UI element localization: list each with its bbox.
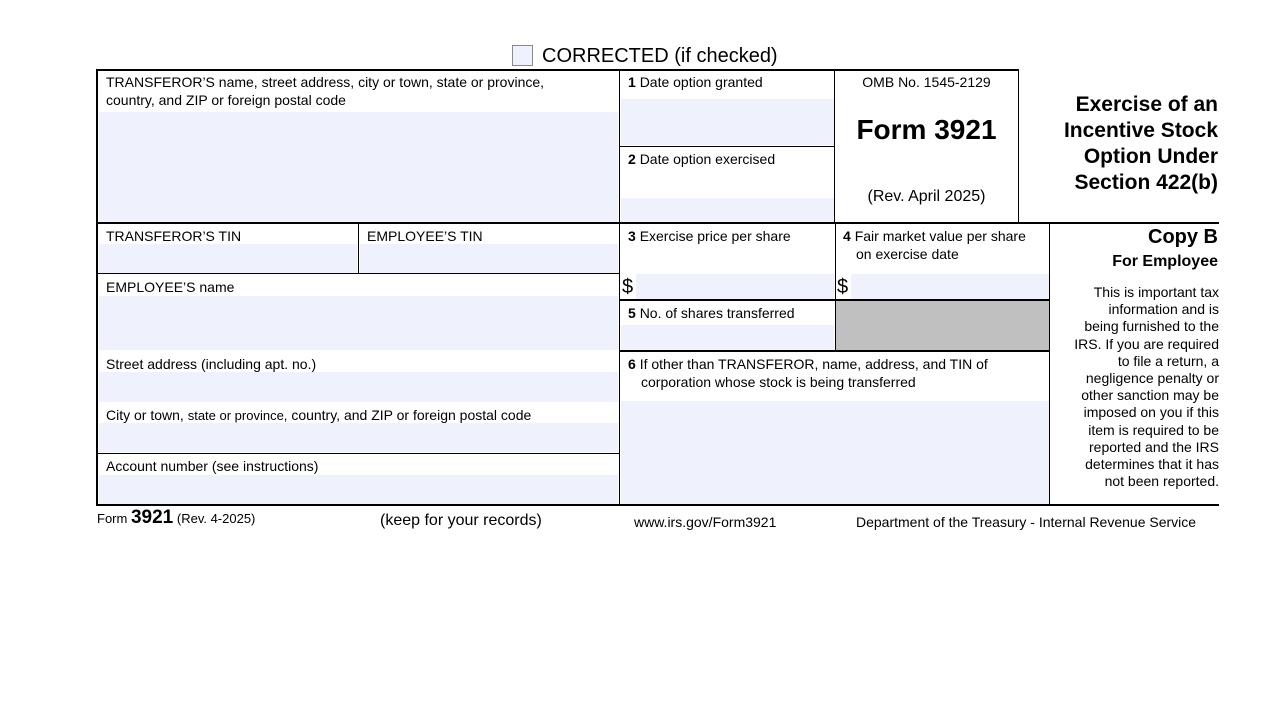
form-title: Form 3921 — [856, 114, 997, 145]
transferor-label-cont: country, and ZIP or foreign postal code — [106, 92, 346, 108]
transferor-tin-input[interactable] — [99, 244, 357, 273]
box5-label: 5 No. of shares transferred — [628, 305, 795, 321]
box6-corporation-info-input[interactable] — [621, 401, 1049, 504]
street-address-input[interactable] — [99, 372, 618, 402]
box1-date-granted-input[interactable] — [621, 99, 834, 145]
footer-agency: Department of the Treasury - Internal Revenue Service — [856, 514, 1197, 530]
box3-label: 3 Exercise price per share — [628, 228, 791, 244]
box1-label: 1 Date option granted — [628, 74, 763, 90]
box3-dollar-sign: $ — [622, 276, 634, 298]
box2-date-exercised-input[interactable] — [621, 198, 834, 222]
account-number-label: Account number (see instructions) — [106, 458, 319, 474]
omb-number: OMB No. 1545-2129 — [862, 74, 991, 90]
form-border — [96, 69, 1019, 71]
copy-notice: This is important tax information and is being furnished to the IRS. If you are required to file a return, a negligence penalty or other sanction may be imposed on you if this item is required to be reported and the IRS determines that it has not been reported. — [1074, 284, 1219, 490]
box4-dollar-sign: $ — [837, 276, 849, 298]
street-address-label: Street address (including apt. no.) — [106, 356, 317, 372]
box6-label: 6 If other than TRANSFEROR, name, address, and TIN of — [628, 356, 988, 372]
transferor-tin-label: TRANSFEROR’S TIN — [106, 228, 242, 244]
footer-url[interactable]: www.irs.gov/Form3921 — [634, 514, 777, 530]
box4-fair-market-value-input[interactable] — [851, 274, 1049, 299]
box3-exercise-price-input[interactable] — [636, 274, 834, 299]
city-state-zip-input[interactable] — [99, 423, 618, 452]
employee-name-input[interactable] — [99, 296, 618, 350]
footer-form-id: Form 3921 (Rev. 4-2025) — [97, 507, 256, 528]
city-state-zip-label: City or town, state or province, country, and ZIP or foreign postal code — [106, 407, 532, 423]
form-heading: Exercise of an Incentive Stock Option Under Section 422(b) — [1063, 93, 1218, 194]
transferor-name-address-input[interactable] — [99, 112, 618, 222]
box5-shares-transferred-input[interactable] — [621, 325, 834, 350]
box2-label: 2 Date option exercised — [628, 151, 776, 167]
copy-title: Copy B — [1148, 226, 1218, 248]
transferor-label: TRANSFEROR’S name, street address, city or town, state or province, — [106, 74, 545, 90]
copy-subtitle: For Employee — [1112, 253, 1218, 270]
employee-name-label: EMPLOYEE’S name — [106, 279, 235, 295]
corrected-checkbox[interactable] — [512, 45, 533, 66]
form-revision: (Rev. April 2025) — [867, 188, 986, 205]
shaded-unused-box — [836, 301, 1049, 351]
account-number-input[interactable] — [99, 475, 618, 504]
employee-tin-label: EMPLOYEE’S TIN — [367, 228, 483, 244]
box4-label: 4 Fair market value per share — [843, 228, 1026, 244]
box6-label-cont: corporation whose stock is being transferred — [641, 374, 916, 390]
employee-tin-input[interactable] — [360, 244, 618, 273]
footer-keep-note: (keep for your records) — [380, 512, 542, 529]
corrected-label: CORRECTED (if checked) — [542, 45, 778, 67]
box4-label-cont: on exercise date — [856, 246, 959, 262]
